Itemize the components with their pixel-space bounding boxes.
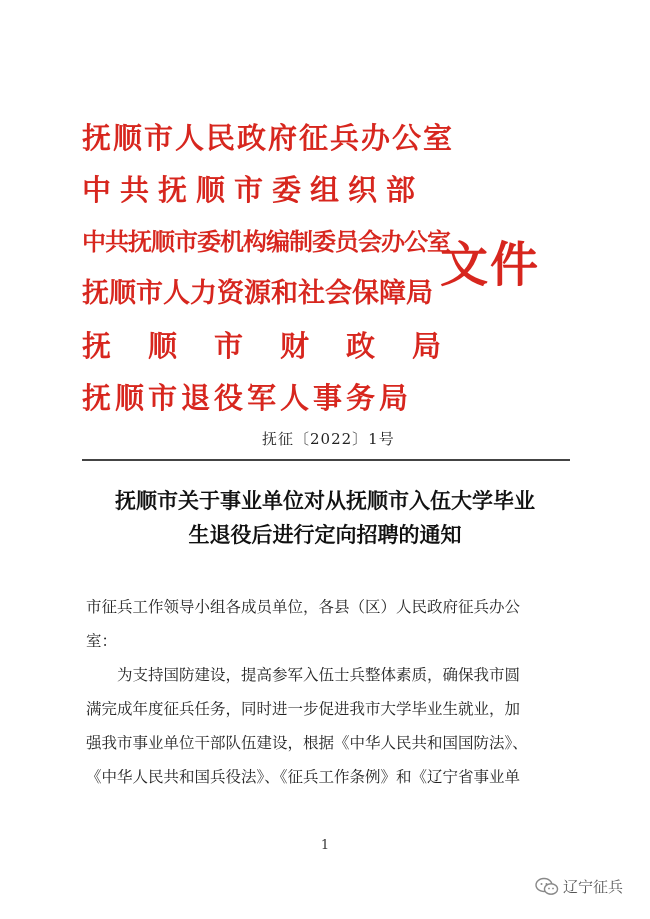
page-number: 1	[320, 838, 330, 853]
issuer-1: 抚顺市人民政府征兵办公室	[82, 121, 455, 155]
paragraph-line-1: 为支持国防建设，提高参军入伍士兵整体素质，确保我市圆	[86, 666, 521, 684]
wechat-icon	[535, 877, 559, 897]
issuer-list	[82, 112, 479, 424]
paragraph-line-2: 满完成年度征兵任务，同时进一步促进我市大学毕业生就业，加	[86, 700, 521, 718]
notice-title-line-2: 生退役后进行定向招聘的通知	[188, 522, 462, 547]
header-divider	[82, 459, 570, 461]
document-number: 抚征〔2022〕1号	[262, 430, 395, 448]
watermark	[535, 876, 623, 897]
notice-title	[60, 484, 590, 552]
salutation-line-1: 市征兵工作领导小组各成员单位，各县（区）人民政府征兵办公	[86, 598, 521, 616]
notice-title-line-1: 抚顺市关于事业单位对从抚顺市入伍大学毕业	[115, 488, 535, 513]
paragraph-line-4: 《中华人民共和国兵役法》、《征兵工作条例》和《辽宁省事业单	[86, 768, 521, 786]
issuer-4: 抚顺市人力资源和社会保障局	[82, 278, 433, 309]
issuer-6: 抚顺市退役军人事务局	[82, 381, 413, 415]
document-word: 文件	[440, 237, 541, 293]
paragraph-line-3: 强我市事业单位干部队伍建设，根据《中华人民共和国国防法》、	[86, 734, 528, 752]
issuer-2: 中共抚顺市委组织部	[82, 173, 425, 207]
issuer-3: 中共抚顺市委机构编制委员会办公室	[82, 227, 450, 256]
watermark-text: 辽宁征兵	[563, 878, 624, 896]
salutation-line-2: 室：	[86, 632, 118, 650]
body-text	[86, 590, 576, 794]
issuer-5: 抚顺市财政局	[82, 329, 479, 363]
